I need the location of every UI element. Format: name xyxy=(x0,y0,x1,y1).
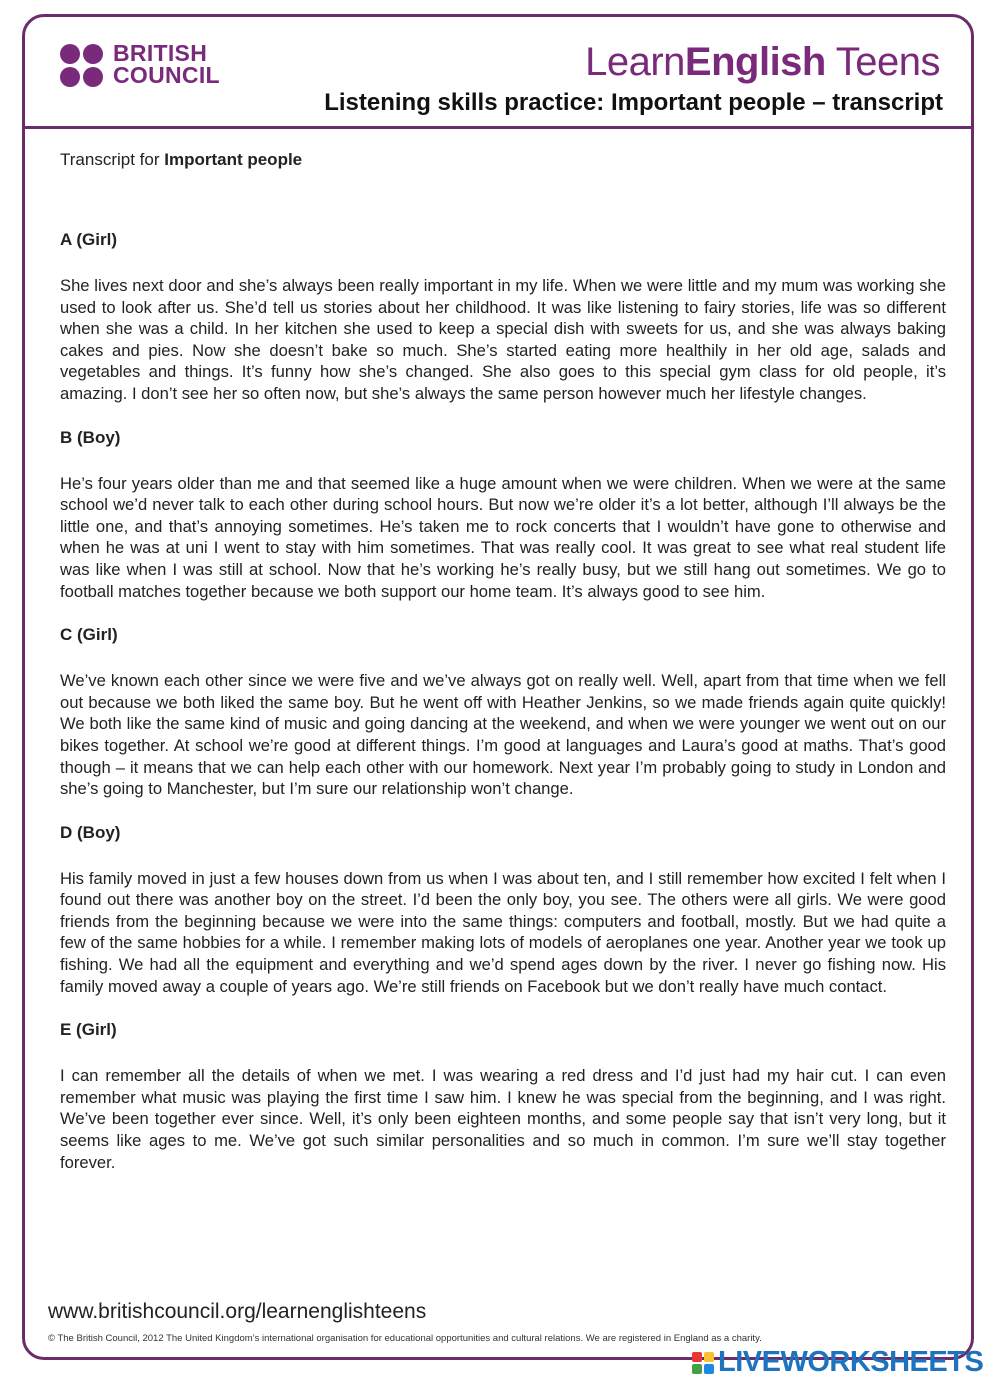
transcript-intro xyxy=(60,150,946,170)
footer-url[interactable]: www.britishcouncil.org/learnenglishteens xyxy=(48,1300,427,1323)
section-title: C (Girl) xyxy=(60,625,118,645)
page-title: Listening skills practice: Important people – transcript xyxy=(324,89,943,116)
logo-dots-icon xyxy=(60,44,103,87)
brand-learn: Learn xyxy=(585,40,685,84)
intro-prefix: Transcript for xyxy=(60,150,165,169)
section-text: She lives next door and she’s always been really important in my life. When we were little and my mum was working she used to look after us. She’d tell us stories about her childhood. It was like listening to fairy stories, life was so different when she was a child. In her kitchen she used to keep a special dish with sweets for us, and she was always baking cakes and pies. Now she doesn’t bake so much. She’s started eating more healthily in her old age, salads and vegetables and things. It’s funny how she’s changed. She also goes to this special gym class for old people, it’s amazing. I don’t see her so often now, but she’s always the same person however much her lifestyle changes. xyxy=(60,276,946,403)
transcript-body xyxy=(60,150,946,1173)
learnenglish-teens-brand xyxy=(585,40,940,85)
intro-title: Important people xyxy=(164,150,303,169)
section-title: D (Boy) xyxy=(60,822,121,842)
section-title: E (Girl) xyxy=(60,1020,117,1040)
logo-line-2: COUNCIL xyxy=(113,62,220,88)
liveworksheets-icon xyxy=(692,1352,714,1374)
section-title: A (Girl) xyxy=(60,230,117,249)
section-text: We’ve known each other since we were five and we’ve always got on really well. Well, apart from that time when we fell out because we both liked the same boy. But he went off with Heather Jenkins, so we made friends again quite quickly! We both like the same kind of music and going dancing at the weekend, and when we were younger we went out on our bikes together. At school we’re good at different things. I’m good at languages and Laura’s good at maths. That’s good though – it means that we can help each other with our homework. Next year I’m probably going to study in London and she’s going to Manchester, but I’m sure our relationship won’t change. xyxy=(60,671,946,799)
liveworksheets-watermark xyxy=(692,1346,983,1379)
section-text: His family moved in just a few houses down from us when I was about ten, and I still remember how excited I felt when I found out there was another boy on the street. I’d been the only boy, you see. The others were all girls. We were good friends from the beginning because we were into the same things: computers and football, mostly. But we had quite a few of the same hobbies for a while. I remember making lots of models of aeroplanes one year. Another year we took up fishing. We had all the equipment and everything and we’d spend ages down by the river. I never go fishing now. His family moved away a couple of years ago. We’re still friends on Facebook but we don’t really have much contact. xyxy=(60,868,946,996)
british-council-logo xyxy=(60,42,220,87)
brand-teens: Teens xyxy=(825,40,940,84)
footer-copyright: © The British Council, 2012 The United Kingdom’s international organisation for educational opportunities and cultural relations. We are registered in England as a charity. xyxy=(48,1333,762,1344)
section-text: I can remember all the details of when we met. I was wearing a red dress and I’d just had my hair cut. I can even remember what music was playing the first time I saw him. I knew he was special from the beginning, and I was right. We’ve been together ever since. Well, it’s only been eighteen months, and some people say that isn’t very long, but it seems like ages to me. We’ve got such similar personalities and so much in common. I’m sure we’ll stay together forever. xyxy=(60,1066,946,1172)
logo-line-1: BRITISH xyxy=(113,40,208,66)
brand-english: English xyxy=(684,40,826,84)
header-divider xyxy=(24,126,974,129)
section-title: B (Boy) xyxy=(60,427,121,447)
section-text: He’s four years older than me and that seemed like a huge amount when we were children. When we were at the same school we’d never talk to each other during school hours. But now we’re older it’s a lot better, although I’ll always be the little one, and that’s annoying sometimes. He’s taken me to rock concerts that I wouldn’t have gone to otherwise and when he was at uni I went to stay with him sometimes. That was really cool. It was great to see what real student life was like when I was still at school. Now that he’s working he’s really busy, but we still hang out sometimes. We go to football matches together because we both support our home team. It’s always good to see him. xyxy=(60,473,946,601)
watermark-text: LIVEWORKSHEETS xyxy=(718,1346,984,1378)
